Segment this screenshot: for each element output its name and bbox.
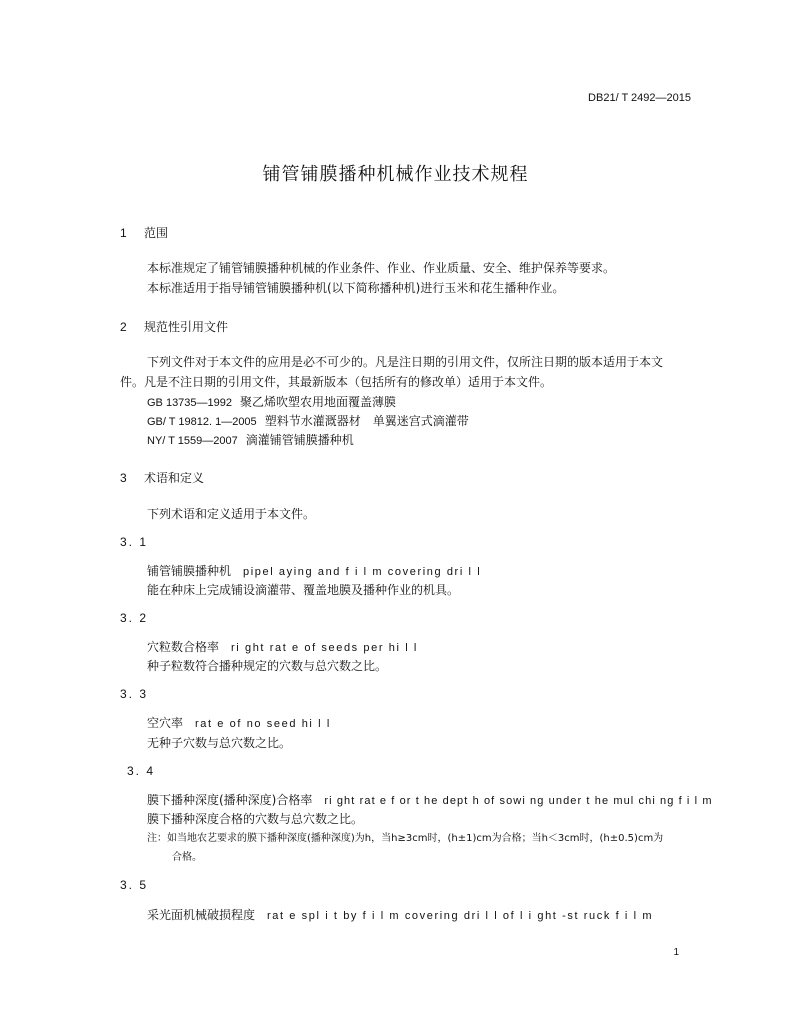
term-heading — [147, 562, 481, 579]
term-en: rat e spl i t by f i l m covering dri l l of l i ght -st ruck f i l m — [267, 910, 654, 922]
term-en: pipel aying and f i l m covering dri l l — [243, 566, 482, 578]
paragraph: 本标准规定了铺管铺膜播种机械的作业条件、作业、作业质量、安全、维护保养等要求。 — [147, 261, 616, 275]
section-title: 术语和定义 — [144, 471, 205, 485]
term-en: ri ght rat e of seeds per hi l l — [231, 642, 418, 654]
term-number: 3. 3 — [120, 687, 149, 701]
term-number: 3. 4 — [127, 764, 156, 778]
term-zh: 穴粒数合格率 — [147, 640, 220, 654]
term-zh: 铺管铺膜播种机 — [147, 564, 232, 578]
note: 合格。 — [172, 852, 202, 863]
term-definition: 种子粒数符合播种规定的穴数与总穴数之比。 — [147, 659, 388, 673]
section-title: 规范性引用文件 — [144, 320, 229, 334]
paragraph: 下列文件对于本文件的应用是必不可少的。凡是注日期的引用文件，仅所注日期的版本适用于本文 — [147, 355, 664, 369]
section-heading-scope — [120, 224, 168, 241]
term-zh: 采光面机械破损程度 — [147, 908, 256, 922]
document-number: DB21/ T 2492—2015 — [588, 92, 691, 104]
page-number: 1 — [673, 947, 679, 958]
section-number: 2 — [120, 320, 127, 334]
reference-item — [147, 393, 396, 410]
section-title: 范围 — [144, 226, 169, 240]
reference-code: GB 13735—1992 — [147, 397, 233, 409]
term-en: ri ght rat e f or t he dept h of sowi ng under t he mul chi ng f i l m — [324, 795, 713, 807]
note: 注：如当地农艺要求的膜下播种深度(播种深度)为h，当h≥3cm时，(h±1)cm为合格；当h＜3cm时，(h±0.5)cm为 — [147, 833, 664, 844]
section-number: 3 — [120, 471, 127, 485]
term-en: rat e of no seed hi l l — [195, 718, 331, 730]
term-heading — [147, 791, 713, 808]
reference-code: NY/ T 1559—2007 — [147, 435, 238, 447]
term-definition: 无种子穴数与总穴数之比。 — [147, 736, 292, 750]
reference-code: GB/ T 19812. 1—2005 — [147, 416, 257, 428]
term-heading — [147, 714, 331, 731]
section-heading-normative — [120, 318, 228, 335]
reference-item — [147, 412, 469, 429]
term-zh: 膜下播种深度(播种深度)合格率 — [147, 793, 313, 807]
paragraph: 下列术语和定义适用于本文件。 — [147, 507, 316, 521]
term-number: 3. 1 — [120, 535, 149, 549]
paragraph: 本标准适用于指导铺管铺膜播种机(以下简称播种机)进行玉米和花生播种作业。 — [147, 281, 565, 295]
term-definition: 膜下播种深度合格的穴数与总穴数之比。 — [147, 812, 364, 826]
reference-name: 塑料节水灌溉器材 单翼迷宫式滴灌带 — [264, 414, 469, 428]
section-heading-terms — [120, 469, 204, 486]
term-heading — [147, 638, 418, 655]
term-zh: 空穴率 — [147, 716, 184, 730]
term-number: 3. 2 — [120, 611, 149, 625]
term-number: 3. 5 — [120, 878, 149, 892]
reference-item — [147, 431, 354, 448]
term-definition: 能在种床上完成铺设滴灌带、覆盖地膜及播种作业的机具。 — [147, 583, 460, 597]
document-title: 铺管铺膜播种机械作业技术规程 — [262, 164, 529, 185]
term-heading — [147, 906, 653, 923]
reference-name: 聚乙烯吹塑农用地面覆盖薄膜 — [240, 395, 397, 409]
reference-name: 滴灌铺管铺膜播种机 — [245, 433, 354, 447]
paragraph: 件。凡是不注日期的引用文件，其最新版本（包括所有的修改单）适用于本文件。 — [120, 375, 553, 389]
section-number: 1 — [120, 226, 127, 240]
